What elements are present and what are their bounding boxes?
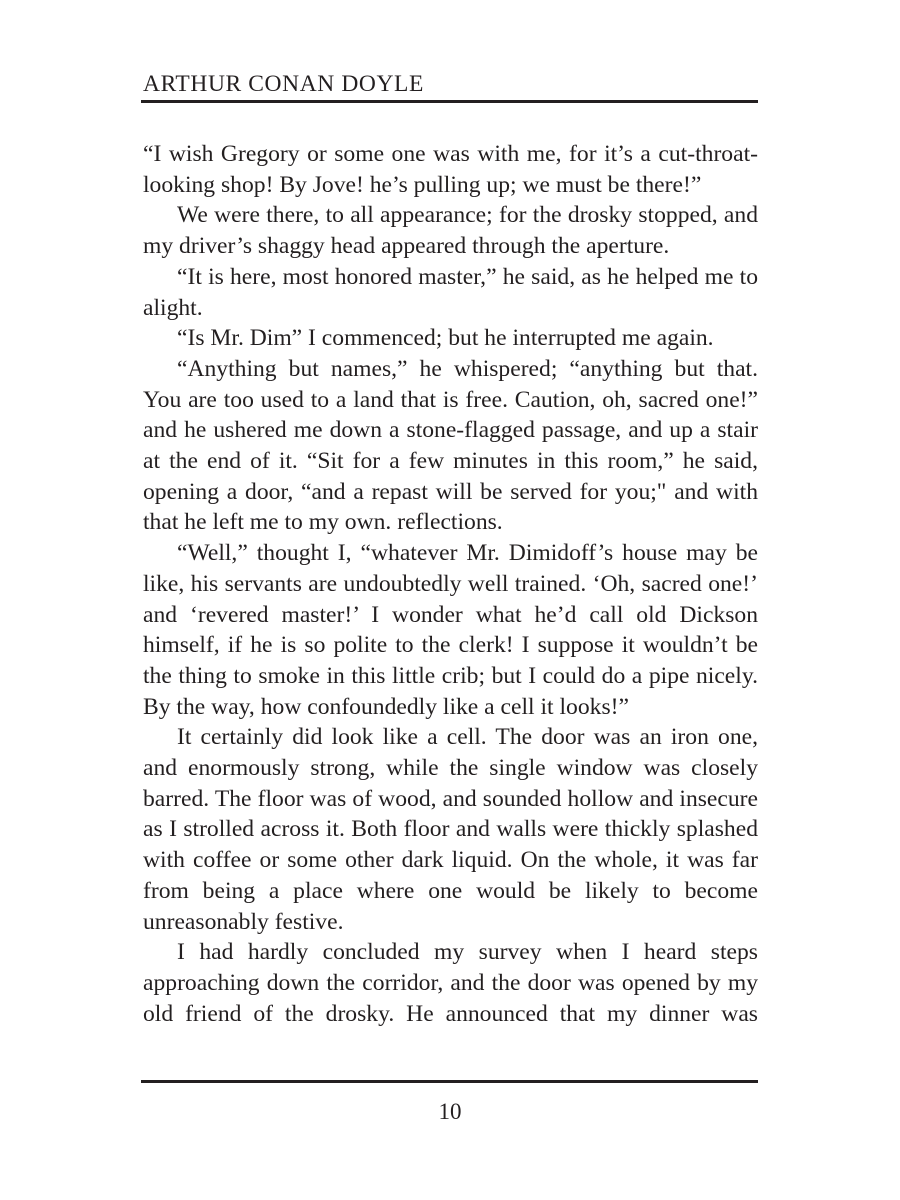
body-text — [143, 139, 758, 1029]
header-rule — [141, 100, 758, 103]
page-number: 10 — [438, 1099, 462, 1124]
footer-rule — [141, 1080, 758, 1083]
paragraph: “Anything but names,” he whispered; “anything but that. You are too used to a land that is free. Caution, oh, sacred one!” and he ushered me down a stone-flagged passage, and up a stair at the end of it. “Sit for a few minutes in this room,” he said, opening a door, “and a repast will be served for you;" and with that he left me to my own. reflections. — [143, 355, 758, 536]
paragraph: We were there, to all appearance; for the drosky stopped, and my driver’s shaggy head appeared through the aperture. — [143, 202, 758, 260]
paragraph: “I wish Gregory or some one was with me, for it’s a cut-throat-looking shop! By Jove! he’s pulling up; we must be there!” — [143, 141, 758, 198]
running-head-title: ARTHUR CONAN DOYLE — [143, 71, 424, 97]
paragraph: “Well,” thought I, “whatever Mr. Dimidoff’s house may be like, his servants are undoubtedly well trained. ‘Oh, sacred one!’ and ‘revered master!’ I wonder what he’d call old Dickson himself, if he is so polite to the clerk! I suppose it wouldn’t be the thing to smoke in this little crib; but I could do a pipe nicely. By the way, how confoundedly like a cell it looks!” — [143, 540, 758, 720]
paragraph: “Is Mr. Dim” I commenced; but he interrupted me again. — [177, 325, 714, 352]
paragraph: “It is here, most honored master,” he said, as he helped me to alight. — [143, 263, 758, 321]
paragraph: It certainly did look like a cell. The door was an iron one, and enormously strong, while the single window was closely barred. The floor was of wood, and sounded hollow and insecure as I strolled across it. Both floor and walls were thickly splashed with coffee or some other dark liquid. On the whole, it was far from being a place where one would be likely to become unreasonably festive. — [143, 724, 758, 935]
paragraph: I had hardly concluded my survey when I heard steps approaching down the corridor, and the door was opened by my old friend of the drosky. He announced that my dinner was — [143, 939, 758, 1027]
